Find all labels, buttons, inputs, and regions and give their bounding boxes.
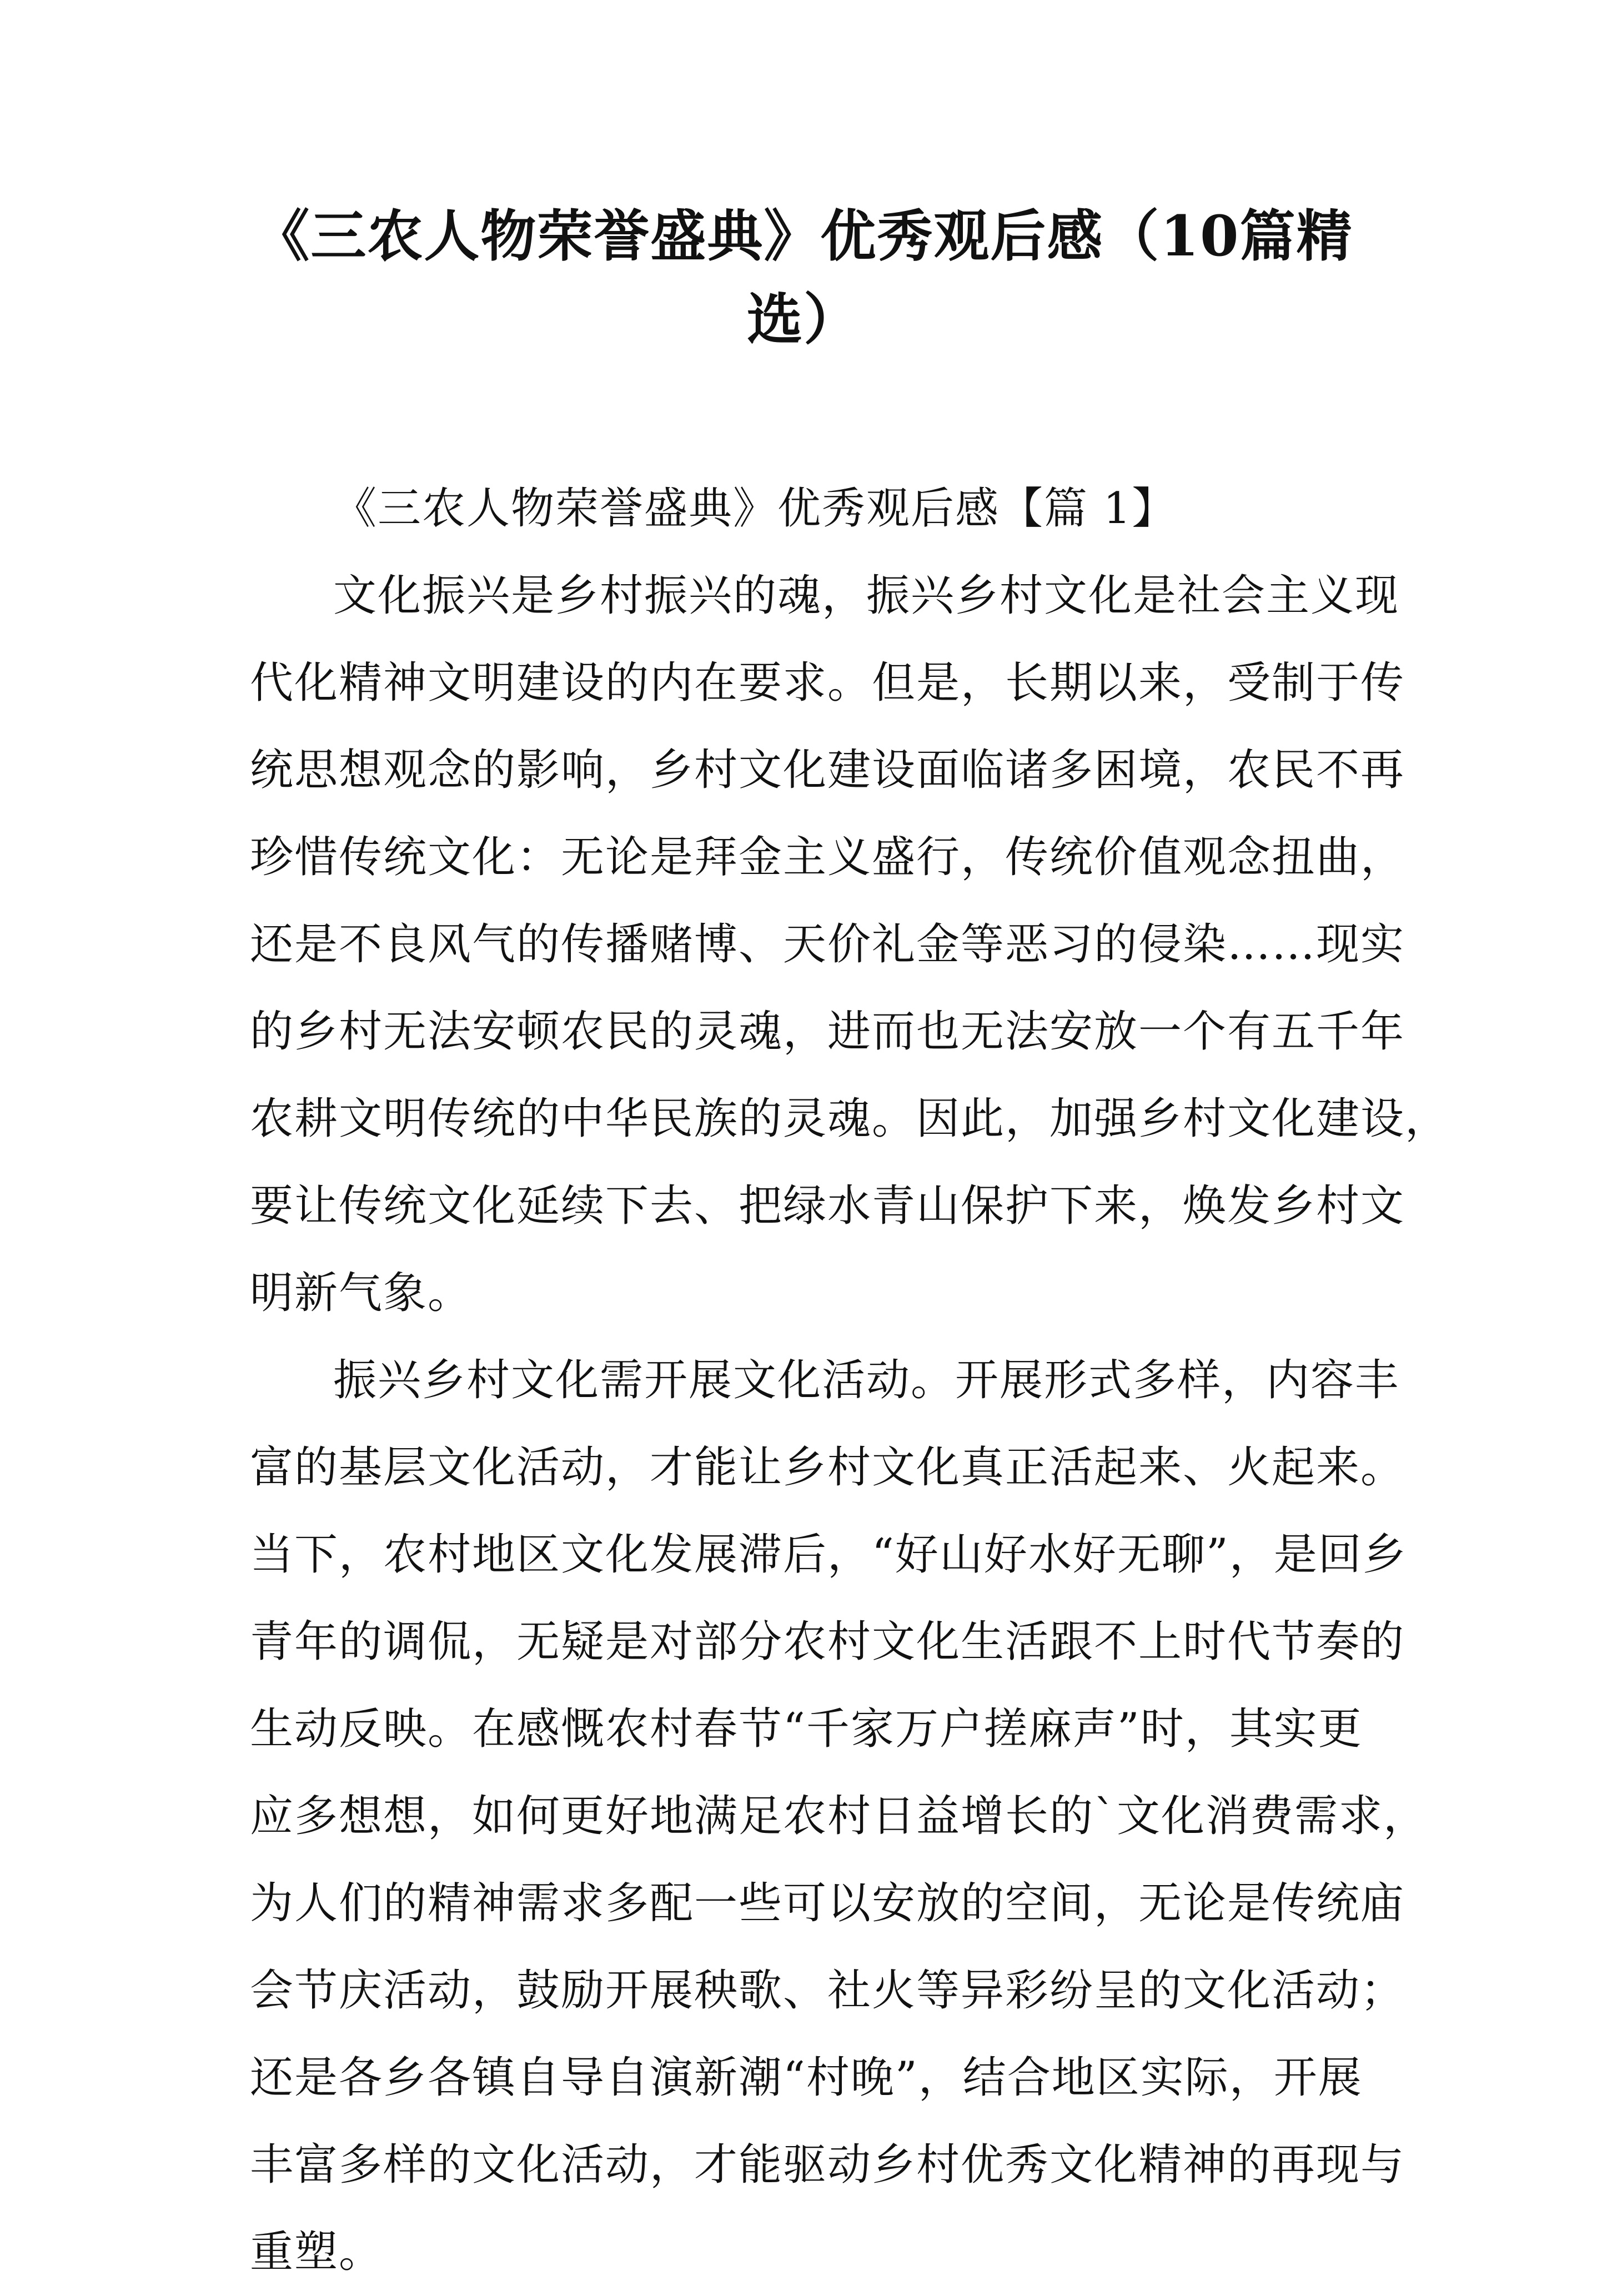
paragraph-line: 明新气象。 [250,1268,473,1318]
paragraph-line: 生动反映。在感慨农村春节“千家万户搓麻声”时，其实更 [250,1704,1363,1754]
paragraph-1 [250,552,1450,1337]
document-title [222,194,1385,361]
paragraph-line: 丰富多样的文化活动，才能驱动乡村优秀文化精神的再现与 [250,2140,1405,2190]
paragraph-line: 当下，农村地区文化发展滞后，“好山好水好无聊”，是回乡 [250,1530,1407,1580]
document-body [250,465,1450,2296]
paragraph-line: 青年的调侃，无疑是对部分农村文化生活跟不上时代节奏的 [250,1617,1405,1667]
paragraph-line: 还是不良风气的传播赌博、天价礼金等恶习的侵染……现实 [250,920,1405,969]
paragraph-line: 应多想想，如何更好地满足农村日益增长的`文化消费需求， [250,1791,1428,1841]
paragraph-line: 代化精神文明建设的内在要求。但是，长期以来，受制于传 [250,658,1405,708]
paragraph-line: 会节庆活动，鼓励开展秧歌、社火等异彩纷呈的文化活动； [250,1966,1405,2016]
paragraph-line: 还是各乡各镇自导自演新潮“村晚”，结合地区实际，开展 [250,2053,1363,2103]
section-heading: 《三农人物荣誉盛典》优秀观后感【篇 1】 [333,484,1177,534]
title-line: 《三农人物荣誉盛典》优秀观后感（10篇精 [254,203,1353,269]
paragraph-line: 统思想观念的影响，乡村文化建设面临诸多困境，农民不再 [250,745,1405,795]
paragraph-line: 富的基层文化活动，才能让乡村文化真正活起来、火起来。 [250,1443,1405,1493]
paragraph-line: 振兴乡村文化需开展文化活动。开展形式多样，内容丰 [333,1355,1400,1405]
paragraph-line: 珍惜传统文化：无论是拜金主义盛行，传统价值观念扭曲， [250,832,1405,882]
paragraph-line: 农耕文明传统的中华民族的灵魂。因此，加强乡村文化建设， [250,1094,1450,1144]
paragraph-line: 的乡村无法安顿农民的灵魂，进而也无法安放一个有五千年 [250,1007,1405,1057]
paragraph-line: 要让传统文化延续下去、把绿水青山保护下来，焕发乡村文 [250,1181,1405,1231]
paragraph-line: 重塑。 [250,2227,384,2277]
title-line: 选） [747,287,860,352]
paragraph-2 [250,1337,1428,2296]
paragraph-line: 文化振兴是乡村振兴的魂，振兴乡村文化是社会主义现 [333,571,1400,621]
paragraph-line: 为人们的精神需求多配一些可以安放的空间，无论是传统庙 [250,1878,1405,1928]
